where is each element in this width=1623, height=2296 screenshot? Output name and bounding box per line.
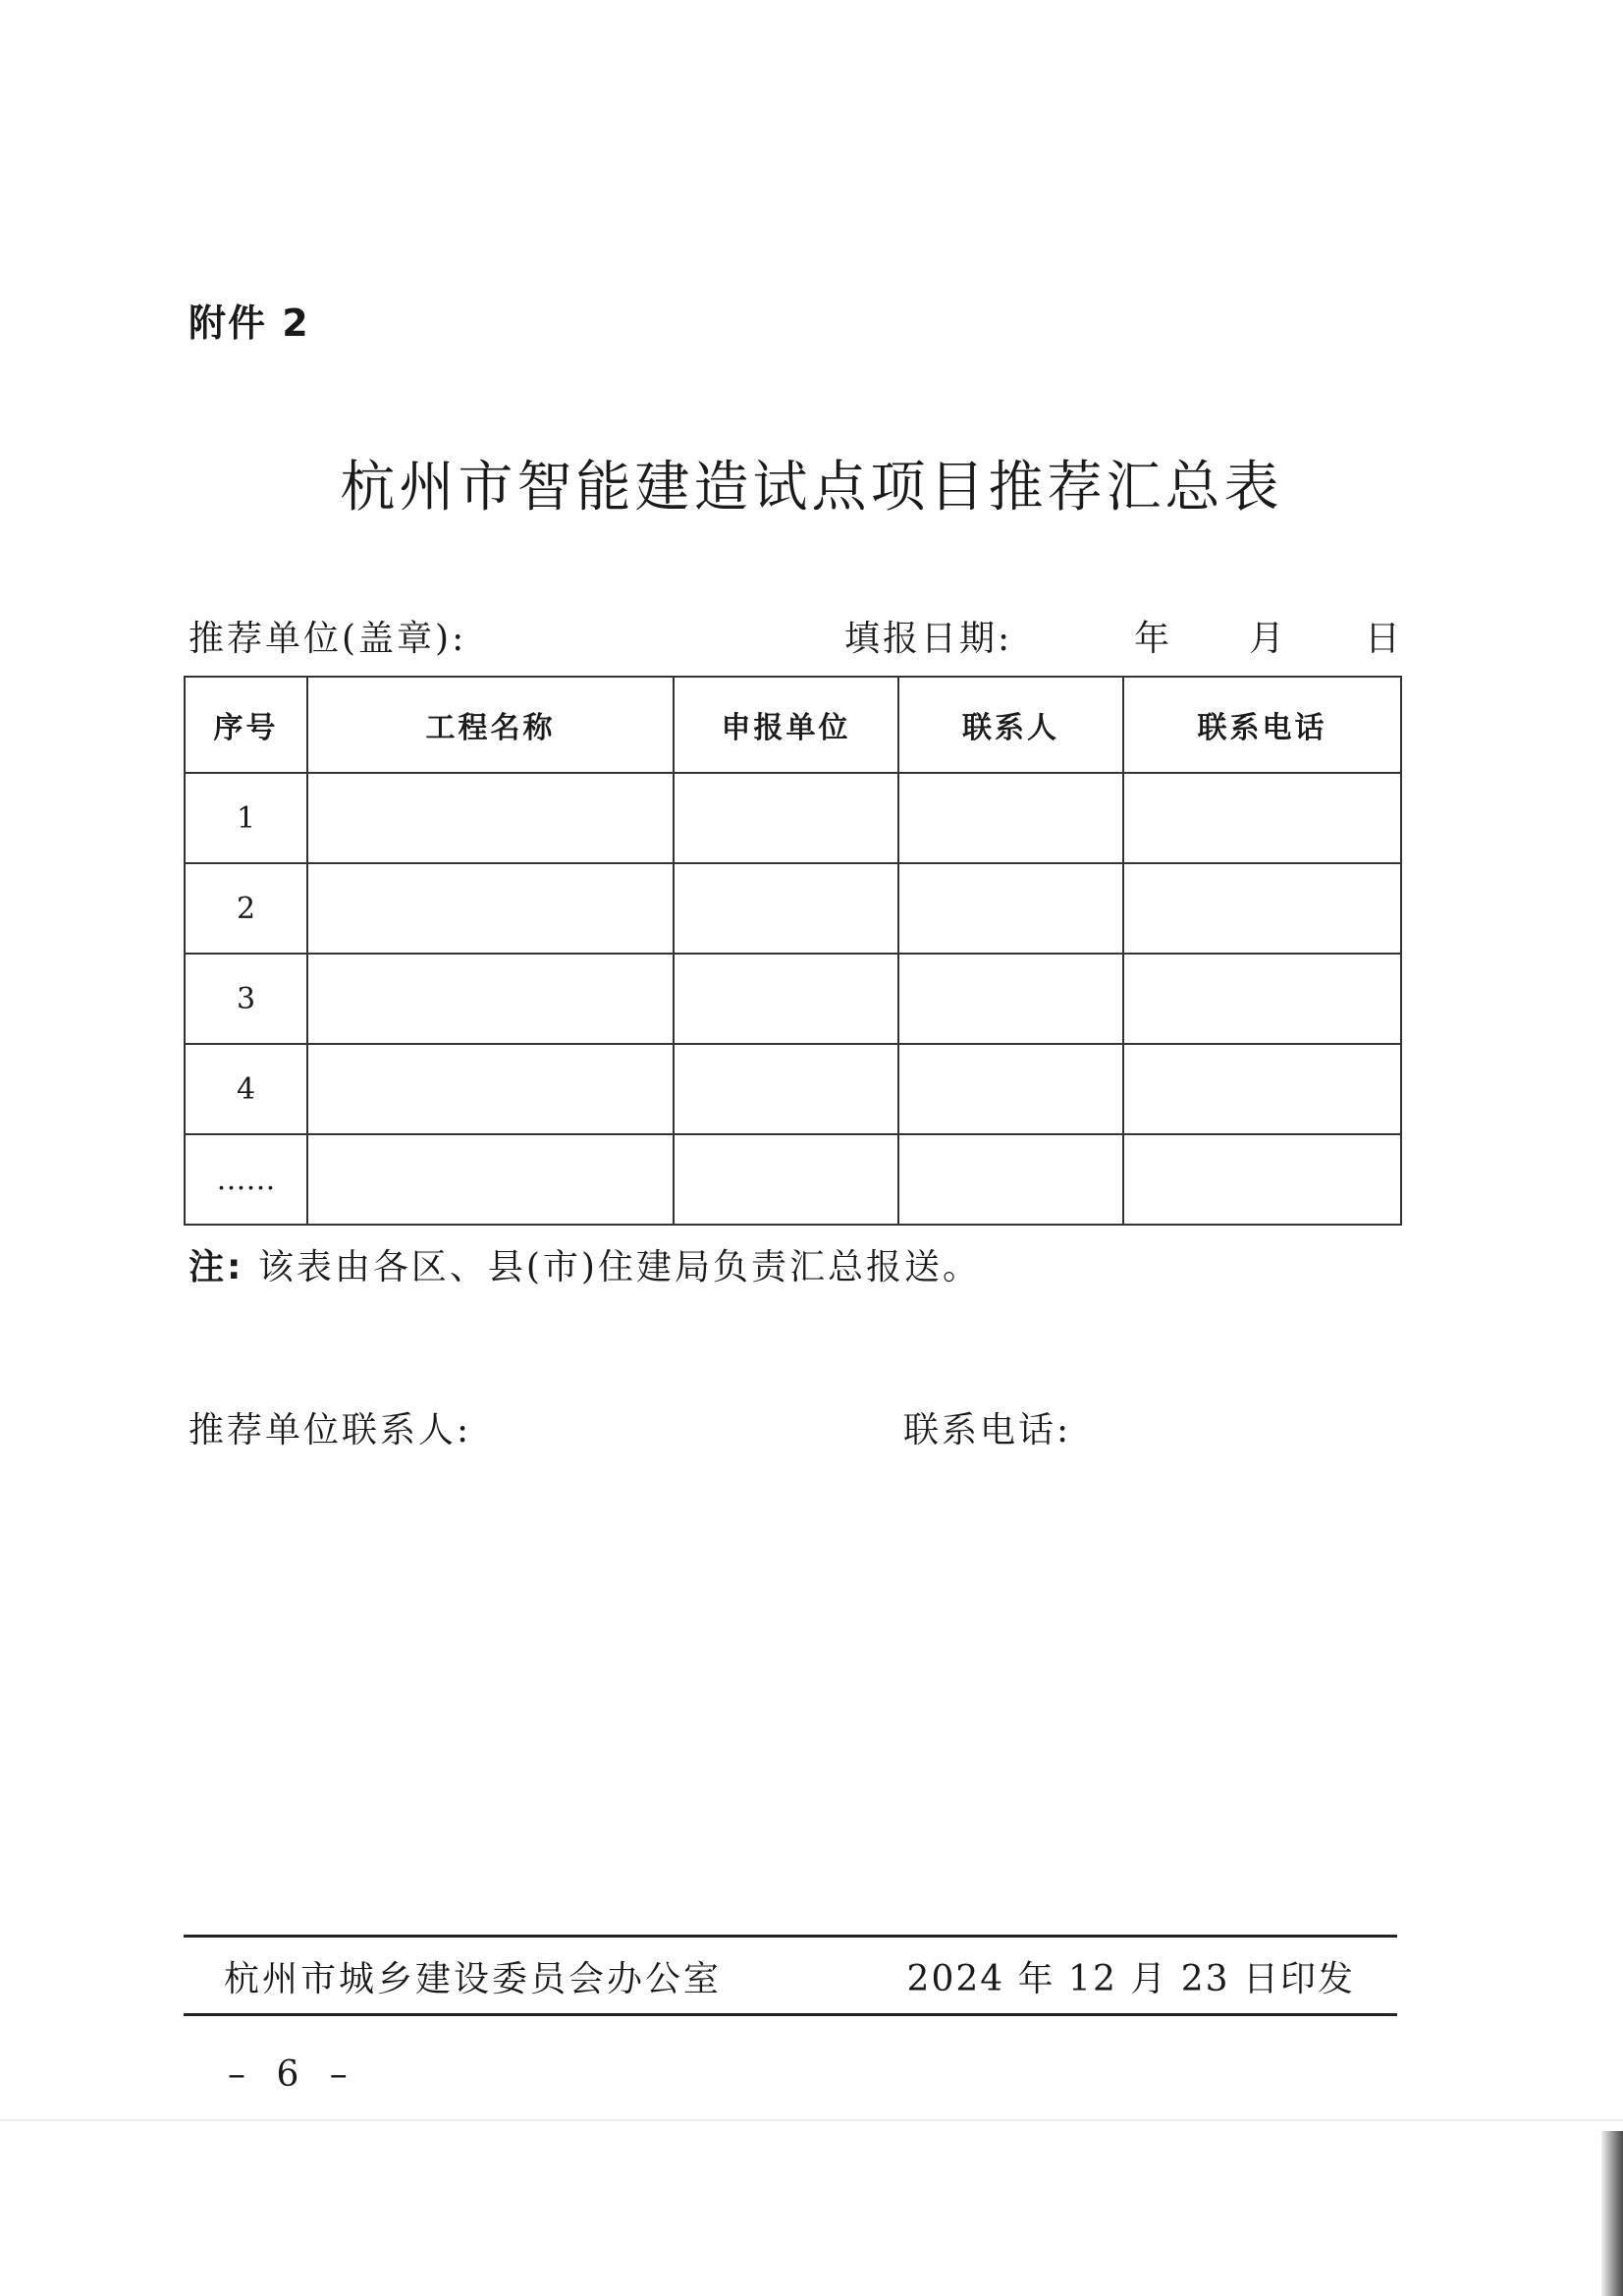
- project-name-cell[interactable]: [307, 954, 674, 1044]
- issue-date: 2024 年 12 月 23 日印发: [906, 1959, 1355, 1999]
- row-index: 2: [185, 863, 307, 954]
- applicant-unit-cell[interactable]: [674, 863, 898, 954]
- applicant-unit-cell[interactable]: [674, 1134, 898, 1225]
- applicant-unit-cell[interactable]: [674, 954, 898, 1044]
- row-index: ……: [185, 1134, 307, 1225]
- applicant-unit-cell[interactable]: [674, 1044, 898, 1134]
- header-applicant-unit: 申报单位: [674, 677, 898, 773]
- recommending-unit-label: 推荐单位(盖章):: [189, 619, 467, 659]
- project-name-cell[interactable]: [307, 863, 674, 954]
- contact-phone-cell[interactable]: [1123, 773, 1401, 863]
- year-label: 年: [1134, 619, 1170, 659]
- contact-person-cell[interactable]: [898, 954, 1123, 1044]
- contact-phone-cell[interactable]: [1123, 1044, 1401, 1134]
- page-number: – 6 –: [228, 2054, 357, 2095]
- project-name-cell[interactable]: [307, 773, 674, 863]
- table-header-row: [185, 677, 1401, 773]
- table-row: [185, 1134, 1401, 1225]
- note-text: 该表由各区、县(市)住建局负责汇总报送。: [257, 1247, 981, 1287]
- project-name-cell[interactable]: [307, 1134, 674, 1225]
- scan-artifact-edge: [1601, 2131, 1623, 2296]
- row-index: 3: [185, 954, 307, 1044]
- project-name-cell[interactable]: [307, 1044, 674, 1134]
- contact-phone-cell[interactable]: [1123, 863, 1401, 954]
- table-note: [189, 1239, 981, 1289]
- table-row: [185, 1044, 1401, 1134]
- contact-person-cell[interactable]: [898, 773, 1123, 863]
- contact-person-cell[interactable]: [898, 863, 1123, 954]
- footer-divider-top: [184, 1935, 1397, 1938]
- row-index: 1: [185, 773, 307, 863]
- header-contact-person: 联系人: [898, 677, 1123, 773]
- contact-person-cell[interactable]: [898, 1044, 1123, 1134]
- table-row: [185, 954, 1401, 1044]
- attachment-label: 附件 2: [189, 301, 310, 345]
- contact-phone-label: 联系电话:: [903, 1410, 1072, 1450]
- table-row: [185, 773, 1401, 863]
- fill-date-label: 填报日期:: [844, 619, 1013, 659]
- header-project-name: 工程名称: [307, 677, 674, 773]
- note-label: 注:: [189, 1247, 244, 1287]
- header-index: 序号: [185, 677, 307, 773]
- month-label: 月: [1249, 619, 1285, 659]
- contact-person-cell[interactable]: [898, 1134, 1123, 1225]
- recommending-contact-person-label: 推荐单位联系人:: [189, 1410, 472, 1450]
- row-index: 4: [185, 1044, 307, 1134]
- table-row: [185, 863, 1401, 954]
- contact-phone-cell[interactable]: [1123, 954, 1401, 1044]
- day-label: 日: [1365, 619, 1401, 659]
- applicant-unit-cell[interactable]: [674, 773, 898, 863]
- scan-artifact-line: [0, 2119, 1623, 2121]
- header-contact-phone: 联系电话: [1123, 677, 1401, 773]
- contact-phone-cell[interactable]: [1123, 1134, 1401, 1225]
- page-title: 杭州市智能建造试点项目推荐汇总表: [340, 456, 1283, 519]
- footer-divider-bottom: [184, 2013, 1397, 2016]
- issuer-office: 杭州市城乡建设委员会办公室: [224, 1959, 723, 1999]
- recommendation-summary-table: [184, 676, 1402, 1226]
